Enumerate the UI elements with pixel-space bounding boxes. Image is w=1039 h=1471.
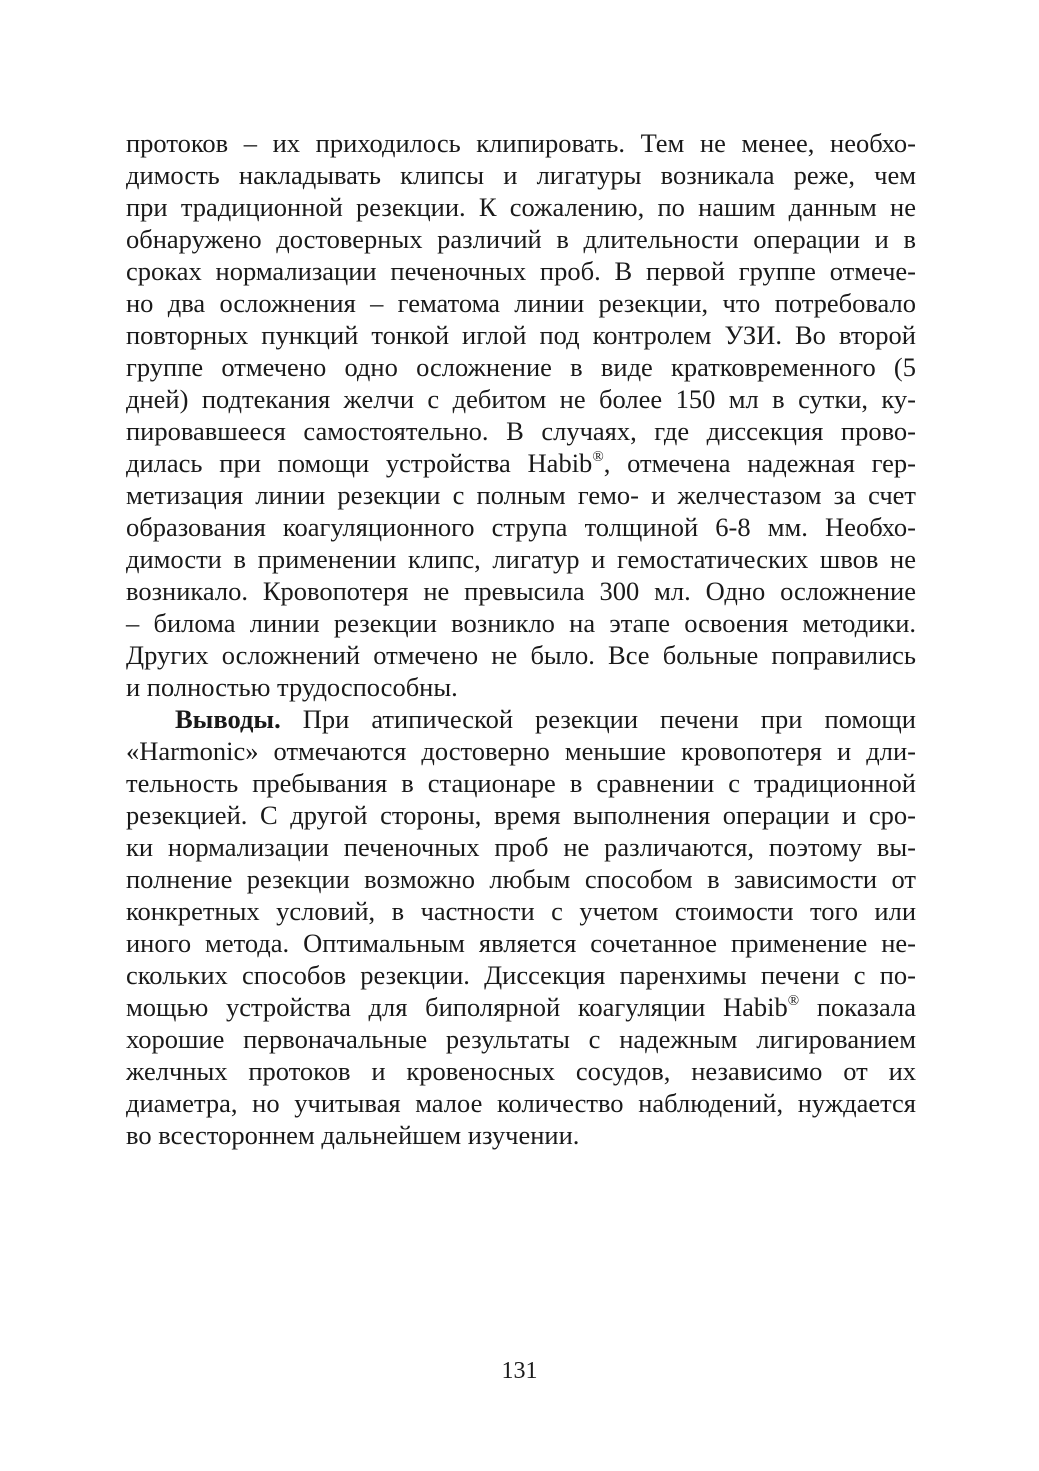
text-line: ки нормализации печеночных проб не различаются, поэтому вы- <box>126 832 916 862</box>
text-line: хорошие первоначальные результаты с надежным лигированием <box>126 1024 916 1054</box>
text-line: протоков – их приходилось клипировать. Тем не менее, необхо- <box>126 128 916 158</box>
text-line: сроках нормализации печеночных проб. В первой группе отмече- <box>126 256 916 286</box>
text-line <box>126 703 916 735</box>
text-segment: показала <box>799 992 916 1022</box>
text-line: – билома линии резекции возникло на этапе освоения методики. <box>126 608 916 638</box>
registered-trademark-mark: ® <box>592 449 604 465</box>
conclusions-heading: Выводы. <box>175 704 281 734</box>
text-line: желчных протоков и кровеносных сосудов, независимо от их <box>126 1056 916 1086</box>
text-line: при традиционной резекции. К сожалению, по нашим данным не <box>126 192 916 222</box>
text-segment: мощью устройства для биполярной коагуляции Habib <box>126 992 788 1022</box>
body-text <box>126 127 916 1151</box>
text-line: во всестороннем дальнейшем изучении. <box>126 1120 580 1150</box>
text-line: повторных пункций тонкой иглой под контролем УЗИ. Во второй <box>126 320 916 350</box>
text-line <box>126 991 916 1023</box>
text-line: и полностью трудоспособны. <box>126 672 458 702</box>
text-line: образования коагуляционного струпа толщиной 6-8 мм. Необхо- <box>126 512 916 542</box>
text-line: возникало. Кровопотеря не превысила 300 мл. Одно осложнение <box>126 576 916 606</box>
page-number: 131 <box>501 1358 538 1384</box>
text-line: резекцией. С другой стороны, время выполнения операции и сро- <box>126 800 916 830</box>
text-line <box>126 447 916 479</box>
text-line: димость накладывать клипсы и лигатуры возникала реже, чем <box>126 160 916 190</box>
text-line: димости в применении клипс, лигатур и гемостатических швов не <box>126 544 916 574</box>
text-line: но два осложнения – гематома линии резекции, что потребовало <box>126 288 916 318</box>
text-line: конкретных условий, в частности с учетом стоимости того или <box>126 896 916 926</box>
paragraph-conclusions <box>126 703 916 1151</box>
text-line: полнение резекции возможно любым способом в зависимости от <box>126 864 916 894</box>
text-segment: , отмечена надежная гер- <box>603 448 916 478</box>
text-segment: При атипической резекции печени при помощи <box>280 704 916 734</box>
text-line: тельность пребывания в стационаре в сравнении с традиционной <box>126 768 916 798</box>
text-segment: дилась при помощи устройства Habib <box>126 448 593 478</box>
text-line: дней) подтекания желчи с дебитом не более 150 мл в сутки, ку- <box>126 384 916 414</box>
text-line: иного метода. Оптимальным является сочетанное применение не- <box>126 928 916 958</box>
text-line: метизация линии резекции с полным гемо- и желчестазом за счет <box>126 480 916 510</box>
text-line: диаметра, но учитывая малое количество наблюдений, нуждается <box>126 1088 916 1118</box>
text-line: «Harmonic» отмечаются достоверно меньшие кровопотеря и дли- <box>126 736 916 766</box>
text-line: обнаружено достоверных различий в длительности операции и в <box>126 224 916 254</box>
text-line: пировавшееся самостоятельно. В случаях, где диссекция прово- <box>126 416 916 446</box>
text-line: скольких способов резекции. Диссекция паренхимы печени с по- <box>126 960 916 990</box>
text-line: Других осложнений отмечено не было. Все больные поправились <box>126 640 916 670</box>
text-line: группе отмечено одно осложнение в виде кратковременного (5 <box>126 352 916 382</box>
registered-trademark-mark: ® <box>787 993 800 1009</box>
paragraph-results <box>126 127 916 703</box>
